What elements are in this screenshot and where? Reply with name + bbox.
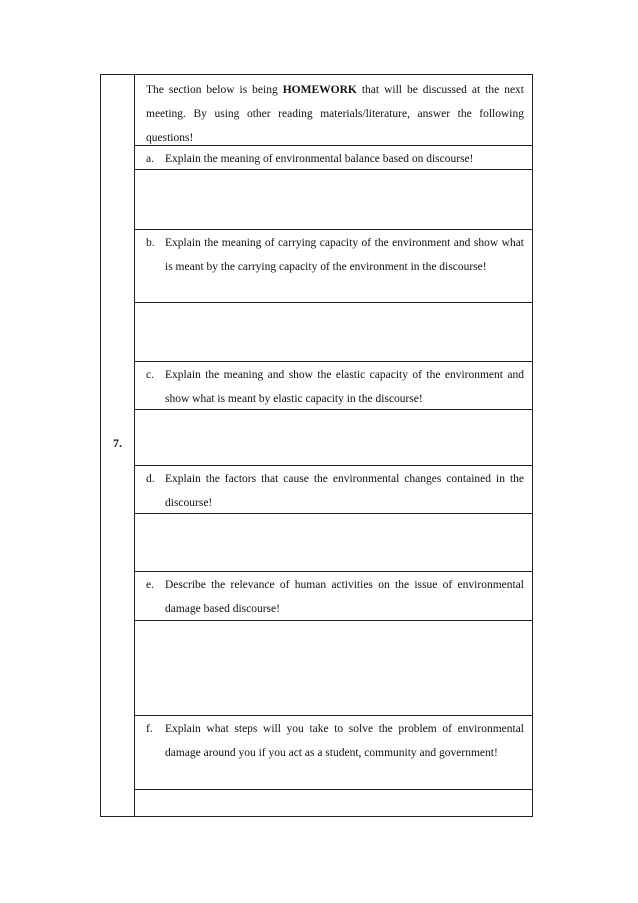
answer-box-f[interactable] [135, 790, 532, 816]
question-e [135, 572, 532, 621]
question-c [135, 362, 532, 410]
instructions-tail: that will be discussed at the next meeting. By using other reading materials/literature, answer the following questions! [146, 84, 525, 144]
homework-instructions [135, 75, 532, 146]
question-a [135, 146, 532, 170]
question-e-text: Describe the relevance of human activities on the issue of environmental damage based discourse! [165, 579, 524, 615]
answer-box-a[interactable] [135, 170, 532, 230]
answer-box-e[interactable] [135, 621, 532, 716]
question-d-letter: d. [146, 473, 155, 485]
question-f [135, 716, 532, 790]
question-c-letter: c. [146, 369, 154, 381]
question-a-text: Explain the meaning of environmental balance based on discourse! [165, 153, 474, 165]
instructions-lead: The section below is being [146, 84, 283, 96]
question-e-letter: e. [146, 579, 154, 591]
question-d [135, 466, 532, 514]
row-number: 7. [113, 436, 122, 450]
row-number-cell [101, 75, 135, 816]
question-f-letter: f. [146, 723, 153, 735]
answer-box-b[interactable] [135, 303, 532, 362]
question-f-text: Explain what steps will you take to solve the problem of environmental damage around you if you act as a student, community and government! [165, 723, 524, 759]
question-b-text: Explain the meaning of carrying capacity of the environment and show what is meant by the carrying capacity of the environment in the discourse! [165, 237, 524, 273]
homework-keyword: HOMEWORK [282, 84, 357, 96]
question-d-text: Explain the factors that cause the environmental changes contained in the discourse! [165, 473, 524, 509]
questions-column [135, 75, 532, 816]
answer-box-c[interactable] [135, 410, 532, 466]
answer-box-d[interactable] [135, 514, 532, 572]
question-a-letter: a. [146, 153, 154, 165]
question-b [135, 230, 532, 303]
question-c-text: Explain the meaning and show the elastic capacity of the environment and show what is meant by elastic capacity in the discourse! [165, 369, 524, 405]
question-b-letter: b. [146, 237, 155, 249]
homework-table [100, 74, 533, 817]
